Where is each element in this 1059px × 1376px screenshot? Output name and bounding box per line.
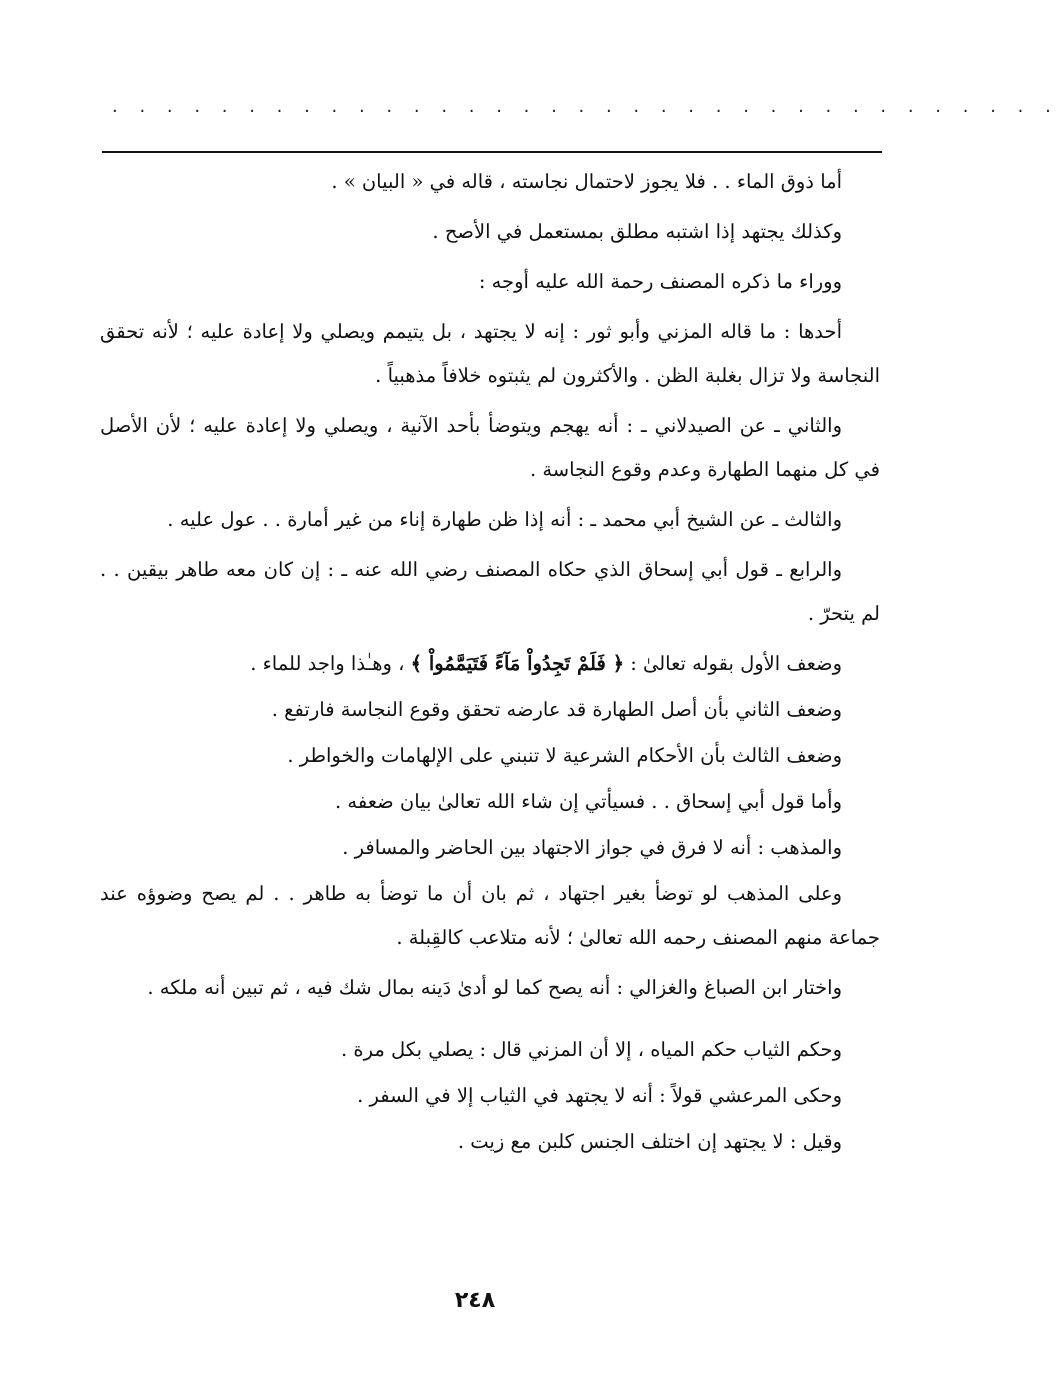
running-header-dots: . . . . . . . . . . . . . . . . . . . . . . . . . . . . . . . . . . . xyxy=(112,96,1059,117)
paragraph-weakness-first xyxy=(100,642,880,686)
paragraph-view-one: أحدها : ما قاله المزني وأبو ثور : إنه لا يجتهد ، بل يتيمم ويصلي ولا إعادة عليه ؛ لأنه تحقق النجاسة ولا تزال بغلبة الظن . والأكثرون لم يثبتوه خلافاً مذهبياً . xyxy=(100,320,880,387)
paragraph-madhhab: والمذهب : أنه لا فرق في جواز الاجتهاد بين الحاضر والمسافر . xyxy=(342,836,842,859)
paragraph-view-three: والثالث ـ عن الشيخ أبي محمد ـ : أنه إذا ظن طهارة إناء من غير أمارة . . عول عليه . xyxy=(167,508,842,531)
weakness-first-end: ، وهـٰذا واجد للماء . xyxy=(250,652,405,675)
paragraph-view-four: والرابع ـ قول أبي إسحاق الذي حكاه المصنف رضي الله عنه ـ : إن كان معه طاهر بيقين . . لم يتحرّ . xyxy=(100,558,880,625)
paragraph-other-views-intro: ووراء ما ذكره المصنف رحمة الله عليه أوجه : xyxy=(478,270,842,293)
paragraph-weakness-third: وضعف الثالث بأن الأحكام الشرعية لا تنبني على الإلهامات والخواطر . xyxy=(287,744,842,767)
paragraph-mutlaq-mustamal: وكذلك يجتهد إذا اشتبه مطلق بمستعمل في الأصح . xyxy=(432,220,842,243)
quran-verse: ﴿ فَلَمْ تَجِدُواْ مَآءً فَتَيَمَّمُواْ ﴾ xyxy=(410,652,624,675)
paragraph-ibn-sabbagh: واختار ابن الصباغ والغزالي : أنه يصح كما لو أدىٰ دَينه بمال شك فيه ، ثم تبين أنه ملكه . xyxy=(147,976,842,999)
paragraph-abu-ishaq: وأما قول أبي إسحاق . . فسيأتي إن شاء الله تعالىٰ بيان ضعفه . xyxy=(335,790,842,813)
weakness-first-intro: وضعف الأول بقوله تعالىٰ : xyxy=(630,652,842,675)
paragraph-view-two: والثاني ـ عن الصيدلاني ـ : أنه يهجم ويتوضأ بأحد الآنية ، ويصلي ولا إعادة عليه ؛ لأن الأصل في كل منهما الطهارة وعدم وقوع النجاسة . xyxy=(100,414,880,481)
paragraph-clothes: وحكم الثياب حكم المياه ، إلا أن المزني قال : يصلي بكل مرة . xyxy=(341,1038,842,1061)
paragraph-marashi: وحكى المرعشي قولاً : أنه لا يجتهد في الثياب إلا في السفر . xyxy=(357,1084,842,1107)
paragraph-weakness-second: وضعف الثاني بأن أصل الطهارة قد عارضه تحقق وقوع النجاسة فارتفع . xyxy=(271,698,842,721)
main-text xyxy=(100,160,880,1166)
header-rule xyxy=(102,151,882,153)
paragraph-without-ijtihad: وعلى المذهب لو توضأ بغير اجتهاد ، ثم بان أن ما توضأ به طاهر . . لم يصح وضوؤه عند جماعة منهم المصنف رحمه الله تعالىٰ ؛ لأنه متلاعب كالقِبلة . xyxy=(100,882,880,949)
paragraph-different-kind: وقيل : لا يجتهد إن اختلف الجنس كلبن مع زيت . xyxy=(457,1130,842,1153)
page-number: ٢٤٨ xyxy=(454,1288,496,1313)
paragraph-water-tasting: أما ذوق الماء . . فلا يجوز لاحتمال نجاسته ، قاله في « البيان » . xyxy=(331,170,842,193)
